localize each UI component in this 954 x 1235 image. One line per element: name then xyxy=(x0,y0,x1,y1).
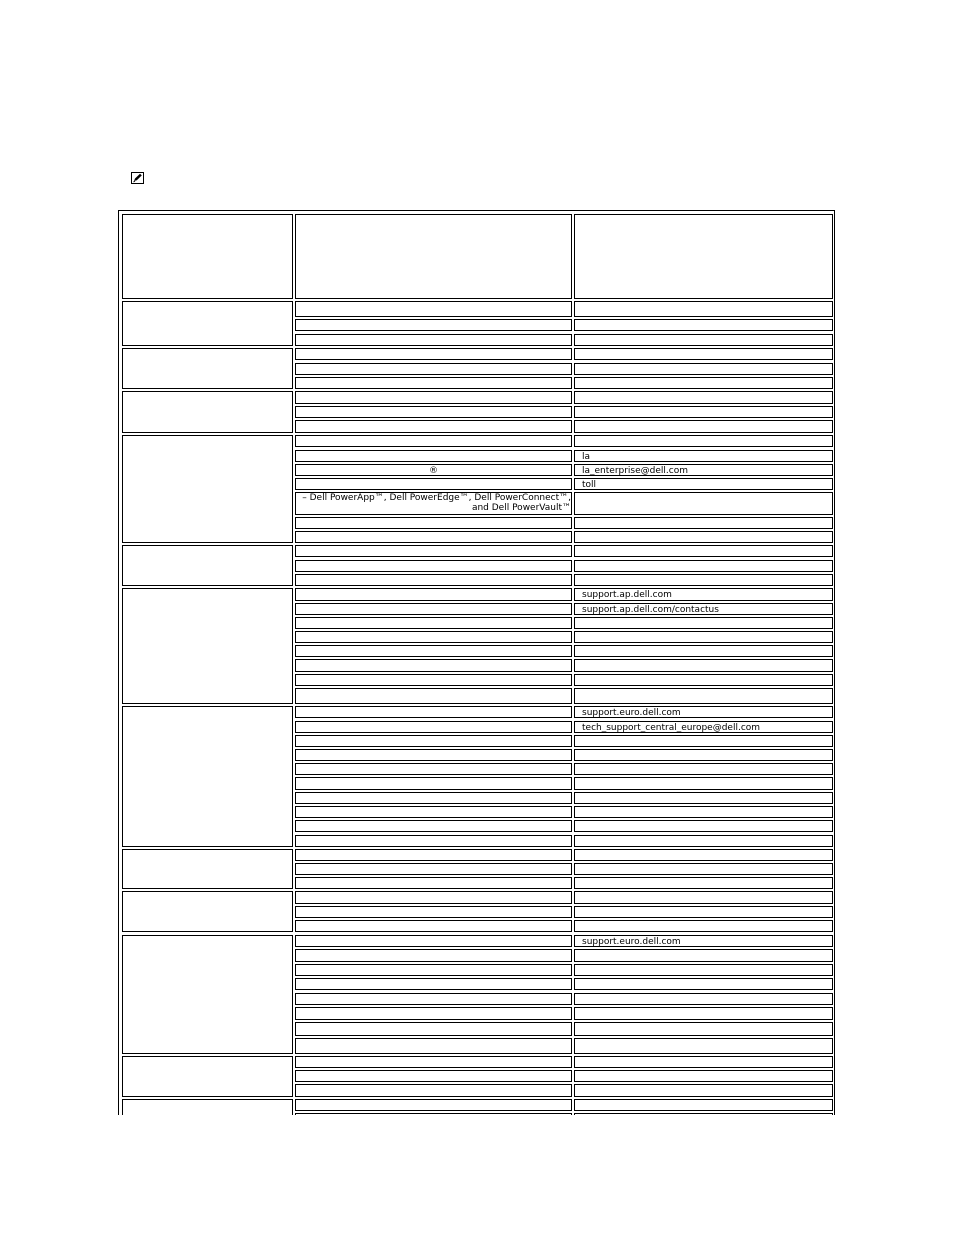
service-cell xyxy=(295,645,572,657)
contact-cell xyxy=(574,1007,833,1020)
service-cell xyxy=(295,1056,572,1068)
service-cell xyxy=(295,319,572,331)
service-text xyxy=(296,722,571,723)
contact-cell xyxy=(574,706,833,718)
contact-text xyxy=(575,689,832,690)
contact-cell xyxy=(574,920,833,932)
contact-text xyxy=(575,864,832,865)
contact-cell xyxy=(574,319,833,331)
service-cell xyxy=(295,1022,572,1036)
contact-cell xyxy=(574,435,833,447)
contact-text xyxy=(575,546,832,547)
service-text xyxy=(296,561,571,562)
service-cell xyxy=(295,517,572,529)
contact-cell xyxy=(574,1056,833,1068)
contact-text xyxy=(575,821,832,822)
service-cell xyxy=(295,631,572,643)
contact-cell xyxy=(574,935,833,947)
service-cell xyxy=(295,301,572,317)
contact-text xyxy=(575,892,832,893)
contact-text xyxy=(575,518,832,519)
service-cell xyxy=(295,588,572,601)
service-text xyxy=(296,836,571,837)
service-cell xyxy=(295,993,572,1005)
contact-cell xyxy=(574,863,833,875)
contact-cell xyxy=(574,1038,833,1054)
contact-text xyxy=(575,764,832,765)
service-text xyxy=(296,1085,571,1086)
contact-text: support.euro.dell.com xyxy=(582,937,681,947)
service-cell xyxy=(295,978,572,990)
service-cell xyxy=(295,792,572,804)
contact-text xyxy=(575,907,832,908)
service-text xyxy=(296,618,571,619)
service-cell xyxy=(295,478,572,490)
service-text xyxy=(296,546,571,547)
country-cell xyxy=(122,301,293,346)
contact-text xyxy=(575,878,832,879)
contact-cell xyxy=(574,949,833,962)
contact-cell xyxy=(574,420,833,433)
service-text xyxy=(296,950,571,951)
contact-text xyxy=(575,921,832,922)
contact-cell xyxy=(574,906,833,918)
contact-cell xyxy=(574,545,833,557)
service-cell xyxy=(295,721,572,733)
contact-text xyxy=(575,994,832,995)
contact-cell xyxy=(574,603,833,615)
service-text xyxy=(296,364,571,365)
contact-cell xyxy=(574,849,833,861)
service-cell xyxy=(295,906,572,918)
service-text xyxy=(296,921,571,922)
service-cell xyxy=(295,849,572,861)
service-text xyxy=(296,302,571,303)
contact-text: la_enterprise@dell.com xyxy=(582,466,688,476)
contact-text: support.euro.dell.com xyxy=(582,708,681,718)
service-cell xyxy=(295,674,572,686)
service-cell xyxy=(295,749,572,761)
service-cell xyxy=(295,735,572,747)
service-cell xyxy=(295,1038,572,1054)
service-text xyxy=(296,589,571,590)
service-text xyxy=(296,335,571,336)
contact-cell xyxy=(574,391,833,404)
service-cell xyxy=(295,377,572,389)
contact-cell xyxy=(574,406,833,418)
contact-text xyxy=(575,364,832,365)
contact-cell xyxy=(574,688,833,704)
contact-cell xyxy=(574,659,833,672)
contact-text xyxy=(575,1057,832,1058)
service-cell xyxy=(295,688,572,704)
contact-cell xyxy=(574,588,833,601)
contacts-table xyxy=(118,210,835,1115)
service-text xyxy=(296,1039,571,1040)
contact-cell xyxy=(574,1099,833,1111)
service-cell xyxy=(295,863,572,875)
contact-cell xyxy=(574,993,833,1005)
service-text xyxy=(296,793,571,794)
service-text: ® xyxy=(429,466,438,476)
contact-cell xyxy=(574,348,833,360)
service-text xyxy=(296,750,571,751)
contact-text xyxy=(575,561,832,562)
country-cell xyxy=(122,348,293,389)
service-cell xyxy=(295,891,572,904)
service-cell xyxy=(295,617,572,629)
contact-cell xyxy=(574,964,833,976)
contact-cell xyxy=(574,674,833,686)
country-cell xyxy=(122,849,293,889)
country-cell xyxy=(122,706,293,847)
service-cell xyxy=(295,777,572,790)
country-cell xyxy=(122,935,293,1054)
service-cell xyxy=(295,1084,572,1097)
contact-text xyxy=(575,618,832,619)
country-cell xyxy=(122,891,293,932)
contact-text: support.ap.dell.com xyxy=(582,590,672,600)
contact-text xyxy=(575,778,832,779)
country-cell xyxy=(122,1099,293,1115)
service-text xyxy=(296,807,571,808)
contact-cell xyxy=(574,1070,833,1082)
contact-cell xyxy=(574,792,833,804)
service-cell xyxy=(295,659,572,672)
service-cell xyxy=(295,763,572,775)
country-cell xyxy=(122,1056,293,1097)
service-cell xyxy=(295,1007,572,1020)
service-text xyxy=(296,1100,571,1101)
contact-cell xyxy=(574,777,833,790)
service-text xyxy=(296,892,571,893)
contact-cell xyxy=(574,617,833,629)
service-text xyxy=(296,764,571,765)
contact-text xyxy=(575,1039,832,1040)
contact-text: toll xyxy=(582,480,597,490)
contact-text xyxy=(575,979,832,980)
contact-cell xyxy=(574,301,833,317)
contact-text xyxy=(575,1100,832,1101)
service-cell xyxy=(295,348,572,360)
service-text xyxy=(296,821,571,822)
service-cell xyxy=(295,464,572,476)
service-cell xyxy=(295,435,572,447)
contact-text xyxy=(575,349,832,350)
contact-text xyxy=(575,407,832,408)
contact-text xyxy=(575,436,832,437)
service-text xyxy=(296,864,571,865)
service-cell xyxy=(295,949,572,962)
contact-text xyxy=(575,378,832,379)
service-text xyxy=(296,518,571,519)
service-text xyxy=(296,421,571,422)
contact-text xyxy=(575,646,832,647)
service-text xyxy=(296,320,571,321)
contact-text xyxy=(575,320,832,321)
service-text xyxy=(296,632,571,633)
contact-text xyxy=(575,575,832,576)
service-cell xyxy=(295,450,572,462)
contact-cell xyxy=(574,735,833,747)
contact-text xyxy=(575,793,832,794)
contact-text xyxy=(575,1114,832,1115)
contact-text xyxy=(575,1085,832,1086)
contact-text: support.ap.dell.com/contactus xyxy=(582,605,719,615)
service-cell xyxy=(295,363,572,375)
service-text xyxy=(296,736,571,737)
service-cell xyxy=(295,806,572,818)
service-text xyxy=(296,907,571,908)
service-cell xyxy=(295,603,572,615)
contact-cell xyxy=(574,492,833,515)
service-text xyxy=(296,436,571,437)
service-text xyxy=(296,850,571,851)
header-cell-country xyxy=(122,214,293,299)
service-cell xyxy=(295,391,572,404)
contact-cell xyxy=(574,574,833,586)
country-cell xyxy=(122,545,293,586)
contact-cell xyxy=(574,835,833,847)
service-text xyxy=(296,936,571,937)
contact-cell xyxy=(574,891,833,904)
contact-text xyxy=(575,632,832,633)
service-text xyxy=(296,1071,571,1072)
contact-text xyxy=(575,950,832,951)
service-text xyxy=(296,479,571,480)
contact-text xyxy=(575,335,832,336)
service-cell xyxy=(295,1113,572,1115)
service-cell xyxy=(295,1099,572,1111)
service-text xyxy=(296,878,571,879)
contact-cell xyxy=(574,450,833,462)
service-text xyxy=(296,378,571,379)
contact-text xyxy=(575,660,832,661)
contact-text xyxy=(575,532,832,533)
header-cell-service xyxy=(295,214,572,299)
contact-text: la xyxy=(582,452,591,462)
service-cell xyxy=(295,935,572,947)
contact-text xyxy=(575,1071,832,1072)
header-cell-contact xyxy=(574,214,833,299)
contact-text xyxy=(575,392,832,393)
contact-cell xyxy=(574,560,833,572)
service-text: – Dell PowerApp™, Dell PowerEdge™, Dell PowerConnect™, and Dell PowerVault™ xyxy=(302,493,571,513)
contact-cell xyxy=(574,464,833,476)
service-text xyxy=(296,1008,571,1009)
service-text xyxy=(296,778,571,779)
service-text xyxy=(296,1114,571,1115)
contact-cell xyxy=(574,763,833,775)
service-cell xyxy=(295,334,572,346)
service-text xyxy=(296,965,571,966)
contact-text xyxy=(575,750,832,751)
contact-cell xyxy=(574,377,833,389)
contact-cell xyxy=(574,1084,833,1097)
service-cell xyxy=(295,420,572,433)
contact-cell xyxy=(574,806,833,818)
service-text xyxy=(296,646,571,647)
contact-text xyxy=(575,675,832,676)
service-text xyxy=(296,407,571,408)
service-text xyxy=(296,675,571,676)
country-cell xyxy=(122,391,293,433)
service-text xyxy=(296,979,571,980)
contact-cell xyxy=(574,645,833,657)
service-text xyxy=(296,994,571,995)
service-text xyxy=(296,707,571,708)
contact-text xyxy=(575,836,832,837)
service-text xyxy=(296,1023,571,1024)
service-text xyxy=(296,1057,571,1058)
service-text xyxy=(296,689,571,690)
service-cell xyxy=(295,574,572,586)
service-cell xyxy=(295,492,572,515)
service-text xyxy=(296,532,571,533)
service-text xyxy=(296,575,571,576)
contact-cell xyxy=(574,631,833,643)
contact-cell xyxy=(574,978,833,990)
contact-text xyxy=(575,1008,832,1009)
service-text xyxy=(296,660,571,661)
service-cell xyxy=(295,835,572,847)
contact-text xyxy=(575,421,832,422)
contact-cell xyxy=(574,721,833,733)
contact-text xyxy=(575,807,832,808)
service-cell xyxy=(295,1070,572,1082)
service-cell xyxy=(295,560,572,572)
service-text xyxy=(296,451,571,452)
contact-text xyxy=(575,850,832,851)
contact-cell xyxy=(574,363,833,375)
service-text xyxy=(296,604,571,605)
contact-text xyxy=(575,493,832,494)
service-text xyxy=(296,392,571,393)
contact-cell xyxy=(574,877,833,889)
contact-cell xyxy=(574,820,833,832)
service-text xyxy=(296,349,571,350)
contact-text: tech_support_central_europe@dell.com xyxy=(582,723,761,733)
contact-cell xyxy=(574,749,833,761)
contact-cell xyxy=(574,1113,833,1115)
service-cell xyxy=(295,406,572,418)
service-cell xyxy=(295,820,572,832)
service-cell xyxy=(295,545,572,557)
contact-text xyxy=(575,302,832,303)
contact-text xyxy=(575,965,832,966)
country-cell xyxy=(122,435,293,543)
contact-cell xyxy=(574,517,833,529)
country-cell xyxy=(122,588,293,704)
service-cell xyxy=(295,964,572,976)
service-cell xyxy=(295,877,572,889)
service-cell xyxy=(295,706,572,718)
contact-cell xyxy=(574,334,833,346)
contact-text xyxy=(575,736,832,737)
contact-text xyxy=(575,1023,832,1024)
contact-cell xyxy=(574,1022,833,1036)
service-cell xyxy=(295,531,572,543)
contact-cell xyxy=(574,478,833,490)
service-cell xyxy=(295,920,572,932)
contact-cell xyxy=(574,531,833,543)
pencil-note-icon xyxy=(131,172,144,184)
